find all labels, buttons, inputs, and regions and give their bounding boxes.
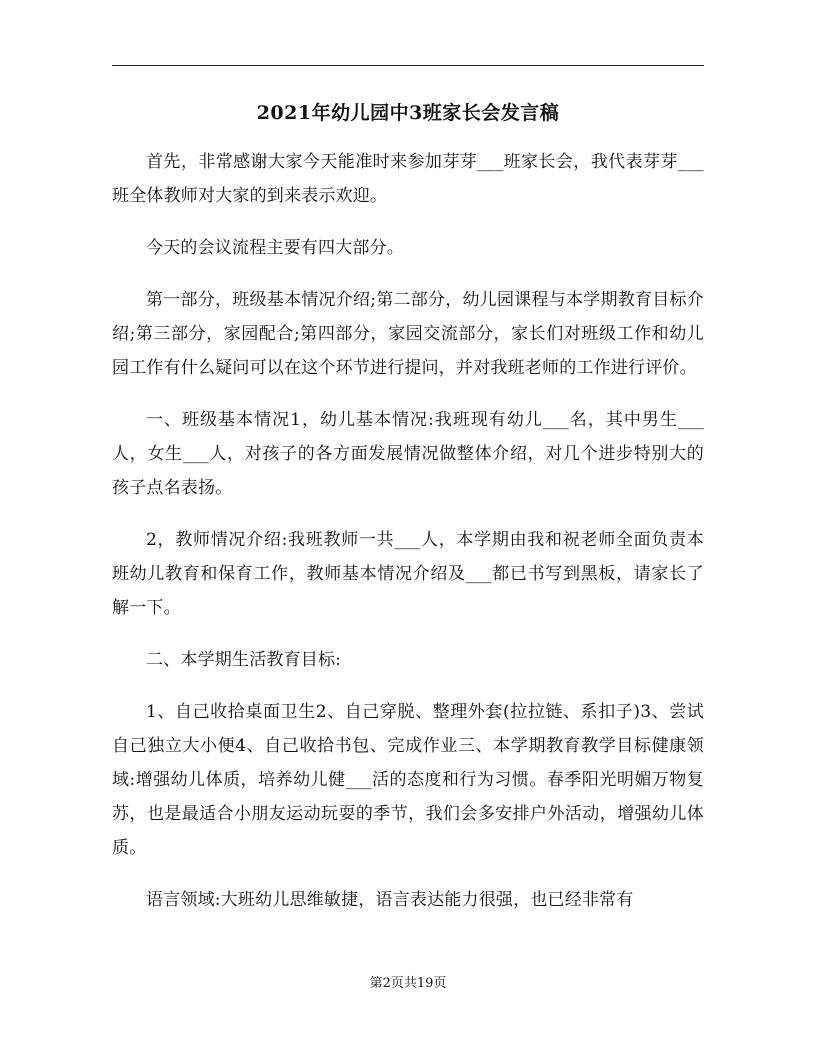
paragraph-7: 1、自己收拾桌面卫生2、自己穿脱、整理外套(拉拉链、系扣子)3、尝试自己独立大小便4、自己收拾书包、完成作业三、本学期教育教学目标健康领域:增强幼儿体质，培养幼儿健___活的态度和行为习惯。春季阳光明媚万物复苏，也是最适合小朋友运动玩耍的季节，我们会多安排户外活动，增强幼儿体质。	[112, 702, 704, 858]
document-body	[112, 145, 704, 935]
paragraph-8: 语言领域:大班幼儿思维敏捷，语言表达能力很强，也已经非常有	[146, 890, 634, 910]
paragraph-4: 一、班级基本情况1，幼儿基本情况:我班现有幼儿___名，其中男生___人，女生___人，对孩子的各方面发展情况做整体介绍，对几个进步特别大的孩子点名表扬。	[112, 410, 704, 498]
page-indicator: 第2页共19页	[369, 976, 447, 991]
paragraph-3: 第一部分，班级基本情况介绍;第二部分，幼儿园课程与本学期教育目标介绍;第三部分，家园配合;第四部分，家园交流部分，家长们对班级工作和幼儿园工作有什么疑问可以在这个环节进行提问，并对我班老师的工作进行评价。	[112, 290, 704, 378]
paragraph-1: 首先，非常感谢大家今天能准时来参加芽芽___班家长会，我代表芽芽___班全体教师对大家的到来表示欢迎。	[112, 152, 704, 206]
paragraph-5: 2，教师情况介绍:我班教师一共___人，本学期由我和祝老师全面负责本班幼儿教育和保育工作，教师基本情况介绍及___都已书写到黑板，请家长了解一下。	[112, 530, 704, 618]
paragraph-6: 二、本学期生活教育目标:	[146, 650, 342, 670]
header-rule	[112, 65, 704, 66]
document-title: 2021年幼儿园中3班家长会发言稿	[256, 102, 560, 124]
paragraph-2: 今天的会议流程主要有四大部分。	[146, 238, 404, 258]
